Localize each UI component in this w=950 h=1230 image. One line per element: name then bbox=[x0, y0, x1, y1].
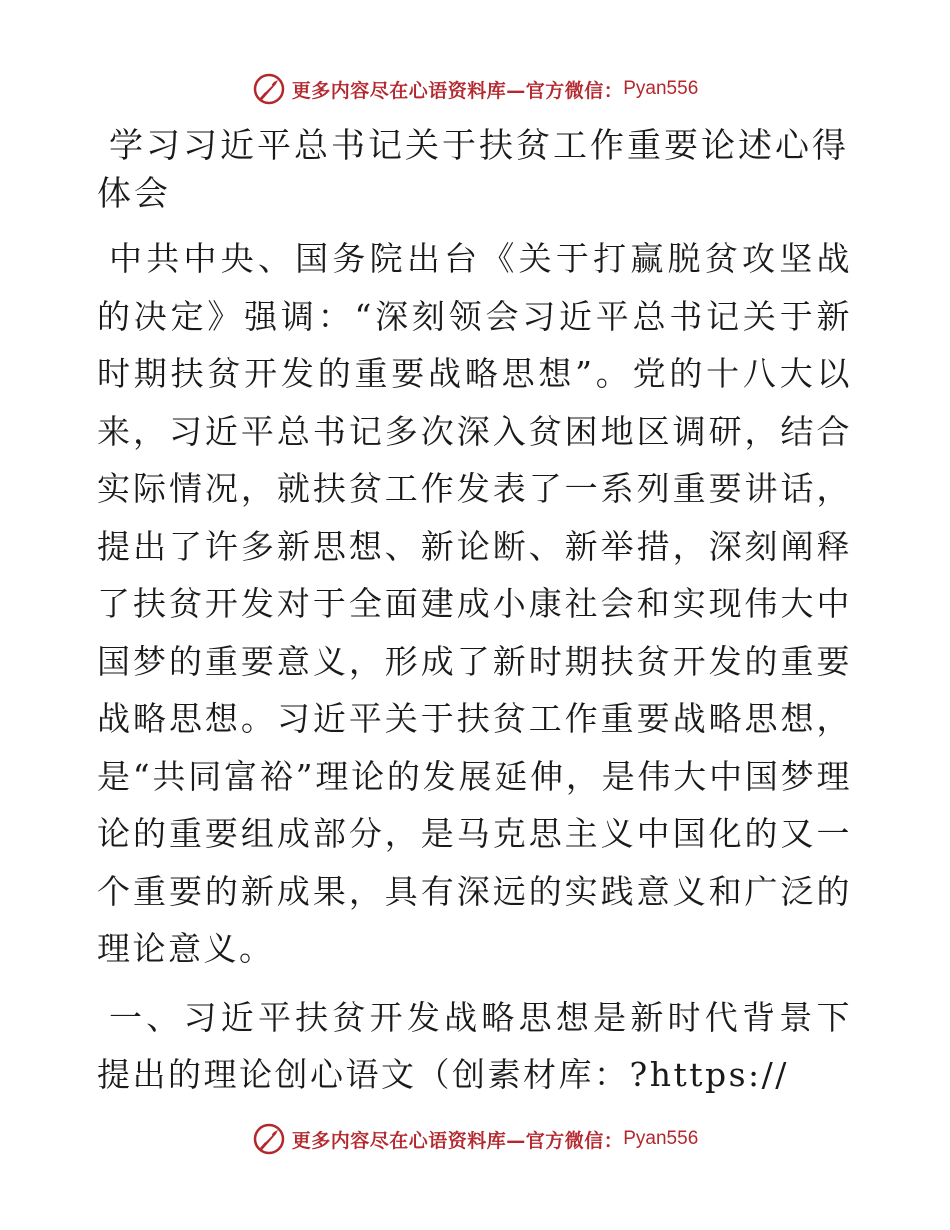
quill-pen-logo-icon bbox=[252, 72, 286, 106]
paragraph-2: 一、习近平扶贫开发战略思想是新时代背景下提出的理论创心语文（创素材库：?https:// bbox=[97, 997, 852, 1094]
quill-pen-logo-icon bbox=[252, 1122, 286, 1156]
watermark-brand: 更多内容尽在心语资料库 bbox=[291, 1129, 507, 1152]
watermark-official-label: —官方微信： bbox=[506, 79, 624, 102]
document-title: 学习习近平总书记关于扶贫工作重要论述心得体会 bbox=[97, 126, 849, 214]
document-body bbox=[97, 122, 852, 1115]
watermark-brand: 更多内容尽在心语资料库 bbox=[291, 79, 507, 102]
watermark-account: Pyan556 bbox=[623, 78, 699, 99]
watermark-account: Pyan556 bbox=[623, 1128, 699, 1149]
paragraph-1: 中共中央、国务院出台《关于打赢脱贫攻坚战的决定》强调：“深刻领会习近平总书记关于新时期扶贫开发的重要战略思想”。党的十八大以来，习近平总书记多次深入贫困地区调研，结合实际情况，就扶贫工作发表了一系列重要讲话，提出了许多新思想、新论断、新举措，深刻阐释了扶贫开发对于全面建成小康社会和实现伟大中国梦的重要意义，形成了新时期扶贫开发的重要战略思想。习近平关于扶贫工作重要战略思想，是“共同富裕”理论的发展延伸，是伟大中国梦理论的重要组成部分，是马克思主义中国化的又一个重要的新成果，具有深远的实践意义和广泛的理论意义。 bbox=[97, 239, 852, 968]
watermark-official-label: —官方微信： bbox=[506, 1129, 624, 1152]
footer-watermark bbox=[0, 1122, 950, 1156]
header-watermark bbox=[0, 72, 950, 106]
